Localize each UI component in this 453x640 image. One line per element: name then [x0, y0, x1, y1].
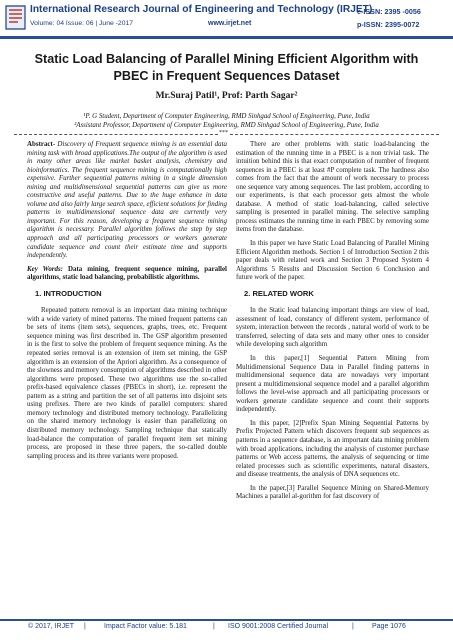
journal-url[interactable]: www.irjet.net: [208, 20, 252, 27]
abstract-label: Abstract-: [27, 140, 56, 148]
paper-title: Static Load Balancing of Parallel Mining Efficient Algorithm with PBEC in Frequent Sequences Dataset: [34, 52, 419, 83]
footer-rule: [0, 619, 453, 621]
right-paragraph-6: In the paper,[3] Parallel Sequence Mining on Shared-Memory Machines a parallel al-gorithm for fast discovery of: [236, 483, 429, 501]
irjet-logo-icon: [3, 4, 28, 31]
separator-stars: ***: [219, 130, 228, 136]
abstract-text: Discovery of Frequent sequence mining is an essential data mining task with broad applications.The output of the algorithm is used in many other areas like market basket analysis, chemistry and bioinformatics. The frequent sequence mining is computationally high expensive. Further sequential patterns mining in a single dimension mining and multidimensional sequential patterns can give us more constructive and useful patterns. Due to the huge enhance in data volume and also fairly large search space, efficient solutions for finding patterns in multidimensional sequence data are currently very important. For this reason, developing a frequent sequence mining algorithm is necessary. Parallel algorithm follows the step by step approach and all participating processors or workers generate candidate sequence and count their estimate time and supports independently.: [27, 140, 227, 260]
affiliation-1: ¹P. G Student, Department of Computer Engineering, RMD Sinhgad School of Engineering, Pune, India: [83, 113, 370, 120]
right-paragraph-5: In this paper, [2]Prefix Span Mining Sequential Patterns by Prefix Projected Pattern which discovers frequent sub sequences as patterns in a sequence database, is an important data mining problem with broad applications, including the analysis of customer purchase patterns or Web access patterns, the analysis of sequencing or time related processes such as scientific experiments, natural disasters, and disease treatments, the analysis of DNA sequences etc.: [236, 418, 429, 479]
right-paragraph-4: In this paper,[1] Sequential Pattern Mining from Multidimensional Sequence Data in Parallel finding patterns in multidimensional sequence data are nowadays very important present a multidimensional sequence model and a parallel algorithm follows the level-wise approach and all participating processors or workers generate candidate sequence and count their supports independently.: [236, 354, 429, 414]
journal-header: [0, 0, 453, 44]
keywords-text: Data mining, frequent sequence mining, parallel algorithms, static load balancing, probabilistic algorithms.: [27, 264, 227, 282]
journal-name: International Research Journal of Engineering and Technology (IRJET): [30, 4, 373, 15]
footer-divider: |: [352, 623, 354, 630]
footer-impact-factor: Impact Factor value: 5.181: [104, 623, 187, 630]
right-column: [236, 140, 429, 506]
keywords-label: Key Words:: [27, 264, 63, 273]
intro-paragraph: Repeated pattern removal is an important data mining technique with a wide variety of mined patterns. The mined frequent patterns can be sets of items (item sets), sequences, graphs, trees, etc. Frequent sequence mining was first described in. The GSP algorithm presented in is the first to solve the problem of frequent sequence mining. As the repeated series removal is an extension of item set mining, the GSP algorithm is an extension of the Apriori algorithm. As a consequence of the slowness and memory consumption of algorithms described in other algorithms were proposed. These two algorithms use the so-called prefix-based equivalence classes (PBECs in short), i.e. represent the pattern as a string and partition the set of all patterns into disjoint sets using prefixes. There are two kinds of parallel computers: shared memory technology and distributed memory technology. Parallelizing on the shared memory technology is easier than parallelizing on distributed memory technology. Sampling technique that statically load-balance the computation of parallel frequent item set mining process, are proposed in these three papers, the so-called double sampling process and its three variants were proposed.: [27, 306, 227, 460]
paper-authors: Mr.Suraj Patil¹, Prof: Parth Sagar²: [155, 91, 298, 101]
section-heading-introduction: 1. INTRODUCTION: [35, 288, 102, 298]
footer-divider: |: [84, 623, 86, 630]
p-issn: p-ISSN: 2395-0072: [357, 20, 420, 29]
footer-copyright: © 2017, IRJET: [28, 623, 75, 630]
right-paragraph-3: In the Static load balancing important things are view of load, assessment of load, constancy of different system, performance of system, interaction between the records , natural world of work to be transferred, selecting of data sets and many other ones to consider while developing such algorithm: [236, 306, 429, 349]
section-heading-related-work: 2. RELATED WORK: [244, 288, 314, 298]
footer-page-number: Page 1076: [372, 623, 406, 630]
affiliation-2: ²Assistant Professor, Department of Computer Engineering, RMD Sinhgad School of Engineering, Pune, India: [74, 122, 379, 129]
footer-divider: |: [213, 623, 215, 630]
footer-iso: ISO 9001:2008 Certified Journal: [228, 623, 329, 630]
header-rule: [0, 36, 453, 39]
keywords: [27, 265, 227, 282]
right-paragraph-1: There are other problems with static load-balancing the estimation of the running time in a PBEC is a non trivial task. The intuition behind this is that exact computation of number of frequent sequences in a PBEC is at least #P complete task. The hardness also comes from the fact that the amount of work necessary to process one sequence vary among sequences. The last problem, according to our experiments, is that each processor gets almost the whole database. A method of static load-balancing, called selective sampling is presented in parallel mining. The selective sampling process estimates the running time in each PBEC by removing some items from the database.: [236, 140, 429, 234]
e-issn: e-ISSN: 2395 -0056: [357, 7, 421, 16]
abstract: [27, 140, 227, 260]
left-column: [27, 140, 227, 465]
volume-issue: Volume: 04 Issue: 06 | June -2017: [30, 20, 134, 27]
right-paragraph-2: In this paper we have Static Load Balancing of Parallel Mining Efficient Algorithm methods. Section 1 of Introduction Section 2 this paper deals with related work and Section 3 Proposed System 4 Algorithms 5 Results and Discussion Section 6 Conclusion and future work of the paper.: [236, 239, 429, 282]
